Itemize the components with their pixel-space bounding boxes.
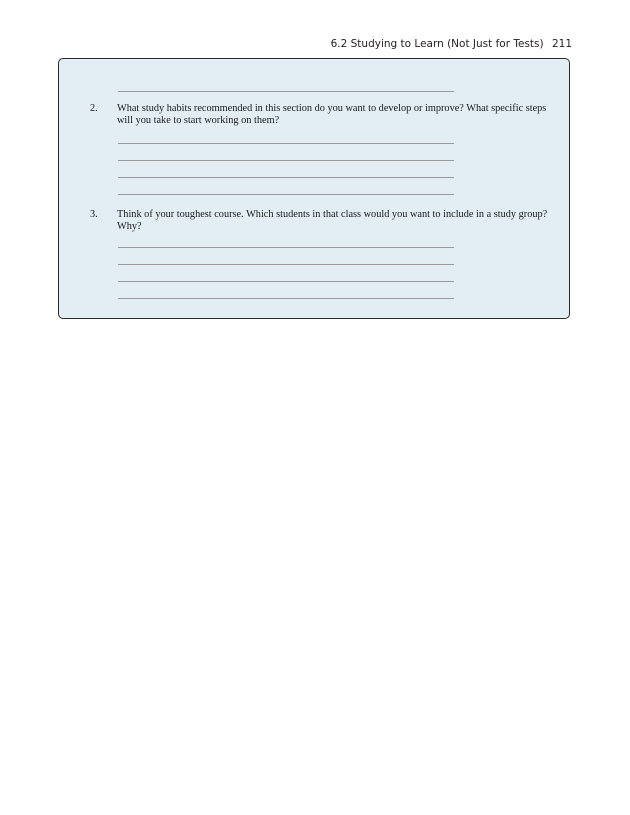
question-2 xyxy=(90,103,550,127)
answer-line[interactable] xyxy=(118,281,454,282)
answer-line[interactable] xyxy=(118,177,454,178)
answer-line[interactable] xyxy=(118,143,454,144)
question-text: Think of your toughest course. Which students in that class would you want to include in a study group? Why? xyxy=(117,209,548,233)
question-text: What study habits recommended in this section do you want to develop or improve? What specific steps will you take to start working on them? xyxy=(117,103,547,127)
exercise-box xyxy=(58,58,570,319)
answer-line[interactable] xyxy=(118,160,454,161)
answer-line[interactable] xyxy=(118,91,454,92)
question-3 xyxy=(90,209,550,233)
answer-line[interactable] xyxy=(118,264,454,265)
running-header xyxy=(331,38,572,50)
answer-line[interactable] xyxy=(118,194,454,195)
section-title: 6.2 Studying to Learn (Not Just for Tests) xyxy=(330,38,544,50)
answer-line[interactable] xyxy=(118,247,454,248)
page-number: 211 xyxy=(551,38,572,50)
question-number: 3. xyxy=(90,209,98,220)
answer-line[interactable] xyxy=(118,298,454,299)
question-number: 2. xyxy=(90,103,98,114)
